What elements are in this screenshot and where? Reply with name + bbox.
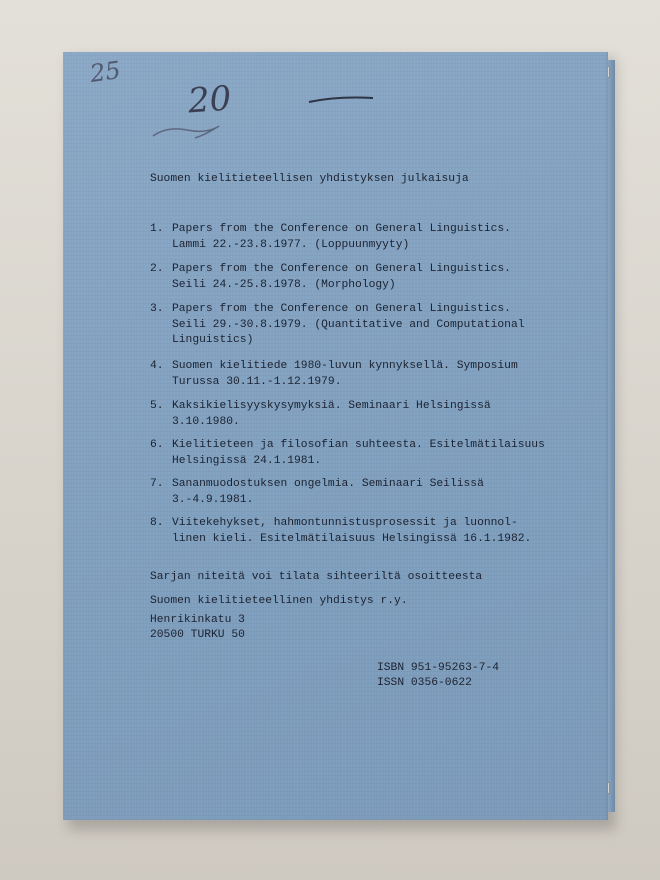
publication-line: Kielitieteen ja filosofian suhteesta. Esitelmätilaisuus xyxy=(172,439,545,451)
pencil-underline-mark xyxy=(307,90,377,110)
publication-line: Kaksikielisyyskysymyksiä. Seminaari Helsingissä xyxy=(172,400,491,412)
publication-line: Linguistics) xyxy=(172,334,254,346)
handwritten-note-price: 20 xyxy=(186,78,233,122)
publication-line: Papers from the Conference on General Linguistics. xyxy=(172,303,511,315)
publisher-name: Suomen kielitieteellinen yhdistys r.y. xyxy=(150,595,408,607)
publication-line: Helsingissä 24.1.1981. xyxy=(172,454,322,467)
order-note: Sarjan niteitä voi tilata sihteeriltä osoitteesta xyxy=(150,571,483,583)
handwritten-note-small: 25 xyxy=(88,56,123,88)
publication-number: 7. xyxy=(150,478,164,490)
publication-line: Lammi 22.-23.8.1977. (Loppuunmyyty) xyxy=(172,238,410,251)
publication-line: Seili 29.-30.8.1979. (Quantitative and Computational xyxy=(172,318,525,331)
isbn-number: ISBN 951-95263-7-4 xyxy=(377,662,500,674)
publication-item xyxy=(150,399,491,430)
publication-number: 2. xyxy=(150,263,164,275)
publisher-street: Henrikinkatu 3 xyxy=(150,614,245,626)
publication-number: 6. xyxy=(150,439,164,451)
publication-line: Suomen kielitiede 1980-luvun kynnyksellä. Symposium xyxy=(172,360,518,372)
publication-item xyxy=(150,477,484,508)
publication-number: 3. xyxy=(150,303,164,315)
publication-number: 8. xyxy=(150,517,164,529)
publication-line: 3.10.1980. xyxy=(172,415,240,428)
publication-line: Sananmuodostuksen ongelmia. Seminaari Seilissä xyxy=(172,478,484,490)
publication-line: Papers from the Conference on General Linguistics. xyxy=(172,223,511,235)
publication-number: 4. xyxy=(150,360,164,372)
publication-item xyxy=(150,222,511,253)
issn-number: ISSN 0356-0622 xyxy=(377,677,472,689)
series-title: Suomen kielitieteellisen yhdistyksen julkaisuja xyxy=(150,173,469,185)
publication-item xyxy=(150,302,525,349)
publication-line: linen kieli. Esitelmätilaisuus Helsingissä 16.1.1982. xyxy=(172,532,532,545)
publication-line: Turussa 30.11.-1.12.1979. xyxy=(172,375,342,388)
publication-number: 5. xyxy=(150,400,164,412)
publication-number: 1. xyxy=(150,223,164,235)
publication-line: Papers from the Conference on General Linguistics. xyxy=(172,263,511,275)
publisher-city: 20500 TURKU 50 xyxy=(150,629,245,641)
publication-item xyxy=(150,516,531,547)
booklet-back-cover xyxy=(63,52,608,820)
publication-item xyxy=(150,262,511,293)
publication-line: Seili 24.-25.8.1978. (Morphology) xyxy=(172,278,396,291)
publication-item xyxy=(150,438,545,469)
publication-line: Viitekehykset, hahmontunnistusprosessit ja luonnol- xyxy=(172,517,518,529)
publication-line: 3.-4.9.1981. xyxy=(172,493,254,506)
publication-item xyxy=(150,359,518,390)
